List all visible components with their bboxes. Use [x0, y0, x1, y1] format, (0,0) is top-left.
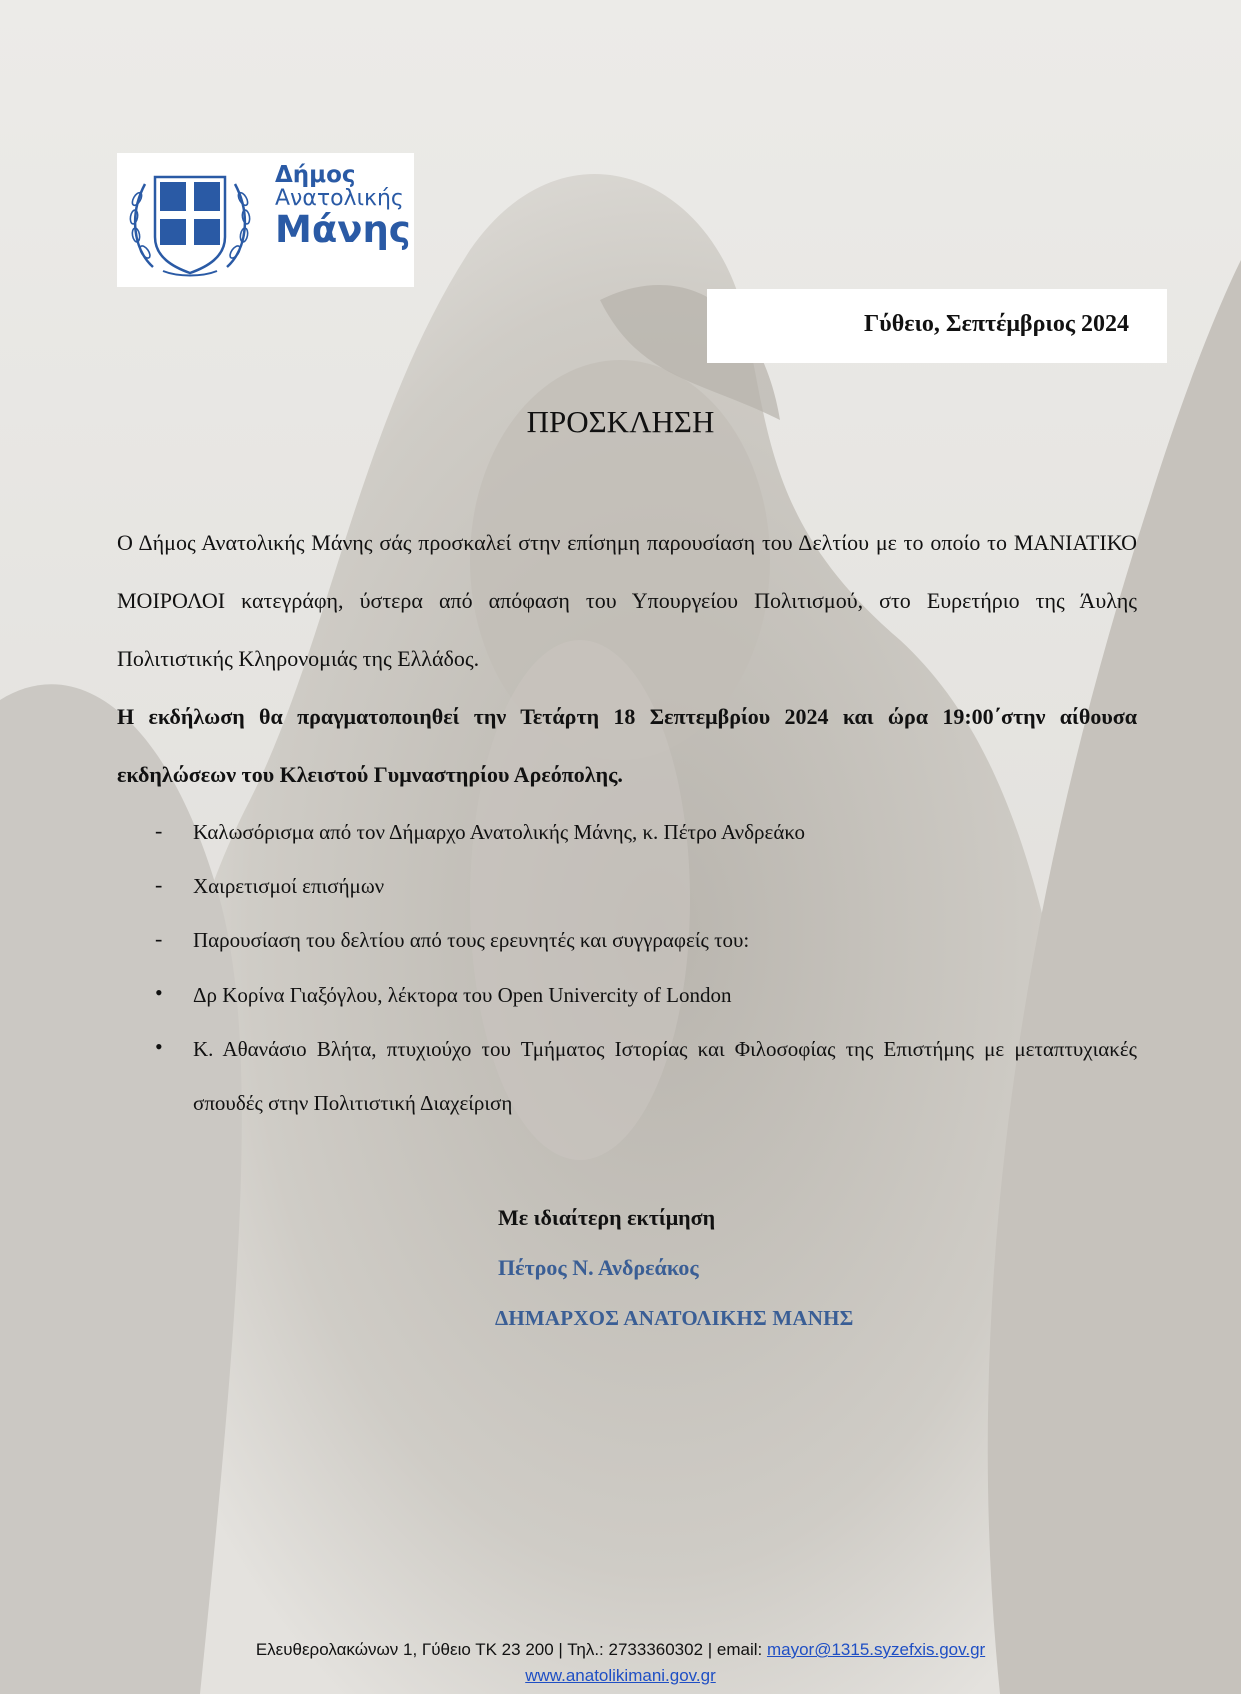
- greek-coat-of-arms-icon: [123, 159, 257, 283]
- dash-marker: -: [155, 872, 163, 897]
- speaker-item-1: Δρ Κορίνα Γιαξόγλου, λέκτορα του Open Univercity of London: [193, 983, 732, 1007]
- footer-address: Ελευθερολακώνων 1, Γύθειο ΤΚ 23 200 | Τηλ.: 2733360302 | email:: [255, 1640, 767, 1659]
- date-box: [707, 289, 1167, 363]
- logo-line-2: Ανατολικής: [275, 186, 404, 212]
- bullet-marker: •: [155, 1034, 163, 1059]
- footer-website-row: [0, 1666, 1241, 1686]
- document-title: ΠΡΟΣΚΛΗΣΗ: [526, 404, 715, 439]
- program-item-presentation: Παρουσίαση του δελτίου από τους ερευνητές και συγγραφείς του:: [193, 928, 750, 952]
- closing-line: Με ιδιαίτερη εκτίμηση: [498, 1205, 716, 1230]
- logo-line-1: Δήμος: [275, 162, 356, 188]
- dash-marker: -: [155, 926, 163, 951]
- bullet-marker: •: [155, 980, 163, 1005]
- municipality-logo: [117, 153, 414, 287]
- program-item-welcome: Καλωσόρισμα από τον Δήμαρχο Ανατολικής Μάνης, κ. Πέτρο Ανδρεάκο: [193, 820, 805, 844]
- signer-role: ΔΗΜΑΡΧΟΣ ΑΝΑΤΟΛΙΚΗΣ ΜΑΝΗΣ: [495, 1306, 854, 1330]
- program-item-greetings: Χαιρετισμοί επισήμων: [193, 874, 385, 898]
- signer-name: Πέτρος Ν. Ανδρεάκος: [498, 1255, 699, 1280]
- logo-line-3: Μάνης: [275, 208, 411, 252]
- document-date: Γύθειο, Σεπτέμβριος 2024: [863, 311, 1129, 337]
- dash-marker: -: [155, 818, 163, 843]
- footer-website-link[interactable]: www.anatolikimani.gov.gr: [525, 1666, 716, 1685]
- intro-paragraph: Ο Δήμος Ανατολικής Μάνης σάς προσκαλεί στην επίσημη παρουσίαση του Δελτίου με το οποίο το ΜΑΝΙΑΤΙΚΟ ΜΟΙΡΟΛΟΙ κατεγράφη, ύστερα από απόφαση του Υπουργείου Πολιτισμού, στο Ευρετήριο της Άυλης Πολιτιστικής Κληρονομιάς της Ελλάδος.: [117, 530, 1137, 671]
- footer-email-link[interactable]: mayor@1315.syzefxis.gov.gr: [766, 1640, 986, 1659]
- event-paragraph: Η εκδήλωση θα πραγματοποιηθεί την Τετάρτη 18 Σεπτεμβρίου 2024 και ώρα 19:00΄στην αίθουσα εκδηλώσεων του Κλειστού Γυμναστηρίου Αρεόπολης.: [117, 704, 1137, 787]
- speaker-item-2: Κ. Αθανάσιο Βλήτα, πτυχιούχο του Τμήματος Ιστορίας και Φιλοσοφίας της Επιστήμης με μεταπτυχιακές σπουδές στην Πολιτιστική Διαχείριση: [193, 1037, 1137, 1115]
- footer-contact: [0, 1640, 1241, 1660]
